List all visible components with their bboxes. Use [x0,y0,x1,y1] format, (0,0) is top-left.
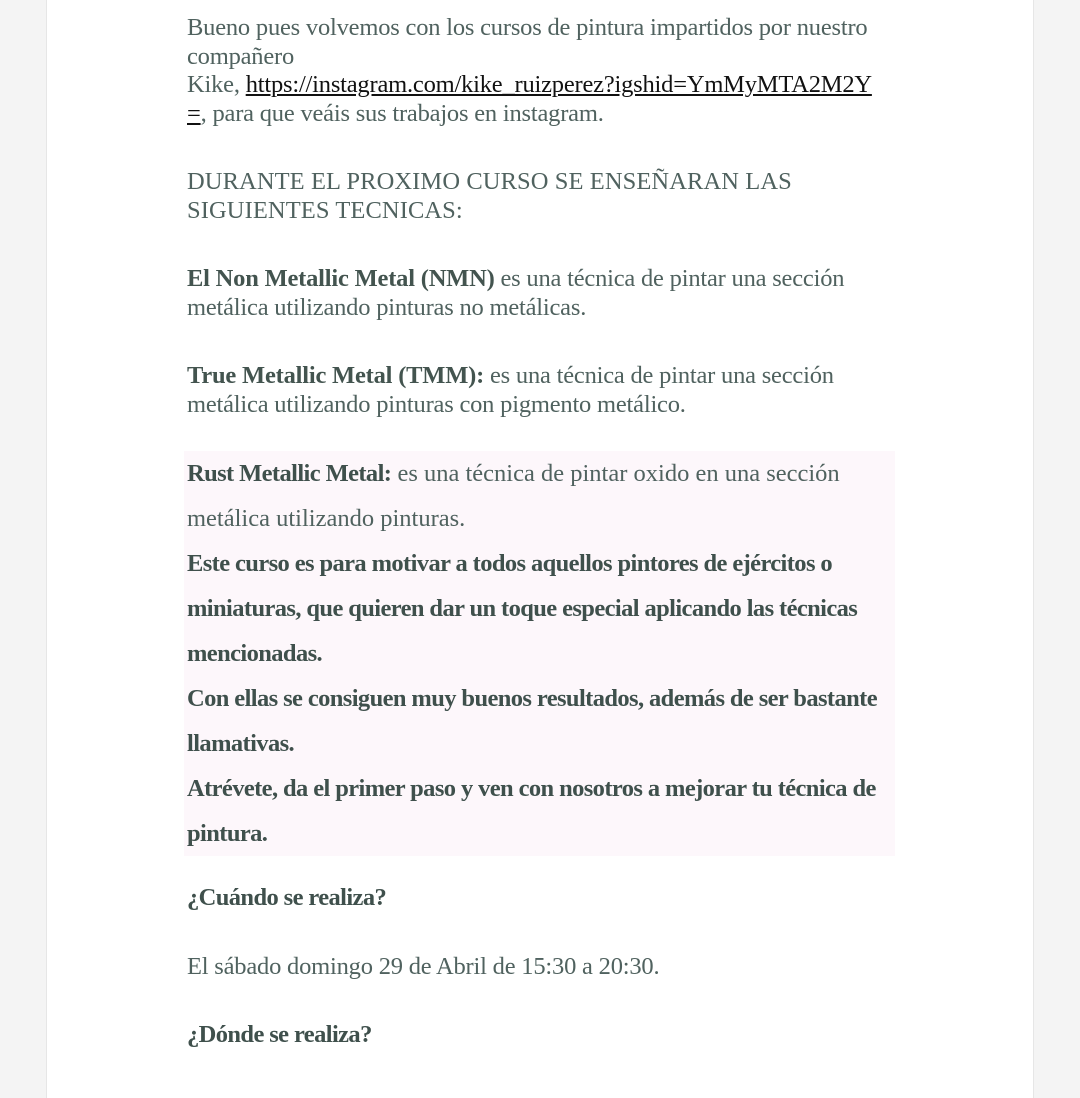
highlighted-block [184,451,895,856]
intro-line-2: compañero [187,42,295,70]
kike-prefix: Kike, [187,71,246,98]
intro-line-3 [187,71,907,100]
intro-paragraph [187,14,907,128]
post-card [46,0,1034,1098]
motivation-line-4: Con ellas se consiguen muy buenos resultados, además de ser bastante [187,685,877,712]
motivation-line-3: mencionadas. [187,640,323,667]
after-link-text: , para que veáis sus trabajos en instagram. [200,99,604,127]
when-question: ¿Cuándo se realiza? [187,884,387,911]
motivation-line-7: pintura. [187,820,268,847]
techniques-heading [187,168,907,225]
where-question: ¿Dónde se realiza? [187,1021,372,1048]
technique-nmn-desc-1: es una técnica de pintar una sección [494,265,845,292]
instagram-link-continued[interactable]: = [187,99,201,127]
motivation-line-5: llamativas. [187,730,295,757]
technique-tmm-line-2: metálica utilizando pinturas con pigmento metálico. [187,390,686,418]
technique-nmn-line-1 [187,265,907,294]
technique-rust-desc-1: es una técnica de pintar oxido en una sección [391,460,840,487]
intro-line-4 [187,100,907,129]
technique-rust-line-2: metálica utilizando pinturas. [187,505,466,532]
technique-rust-title: Rust Metallic Metal: [187,460,392,487]
technique-rust-line-1 [187,451,895,496]
post-content [187,14,907,1050]
technique-nmn [187,265,907,322]
technique-tmm-title: True Metallic Metal (TMM): [187,362,485,389]
instagram-link[interactable]: https://instagram.com/kike_ruizperez?igshid=YmMyMTA2M2Y [245,71,872,98]
intro-line-1: Bueno pues volvemos con los cursos de pintura impartidos por nuestro [187,14,868,41]
when-answer: El sábado domingo 29 de Abril de 15:30 a 20:30. [187,952,660,980]
motivation-line-1: Este curso es para motivar a todos aquellos pintores de ejércitos o [187,550,833,577]
techniques-heading-line-1: DURANTE EL PROXIMO CURSO SE ENSEÑARAN LAS [187,168,792,195]
motivation-line-6: Atrévete, da el primer paso y ven con nosotros a mejorar tu técnica de [187,775,876,802]
motivation-line-2: miniaturas, que quieren dar un toque especial aplicando las técnicas [187,595,858,622]
technique-nmn-title: El Non Metallic Metal (NMN) [187,265,495,292]
technique-tmm-line-1 [187,362,907,391]
technique-tmm [187,362,907,419]
technique-tmm-desc-1: es una técnica de pintar una sección [484,362,834,389]
technique-nmn-line-2: metálica utilizando pinturas no metálicas. [187,293,587,321]
techniques-heading-line-2: SIGUIENTES TECNICAS: [187,196,463,224]
